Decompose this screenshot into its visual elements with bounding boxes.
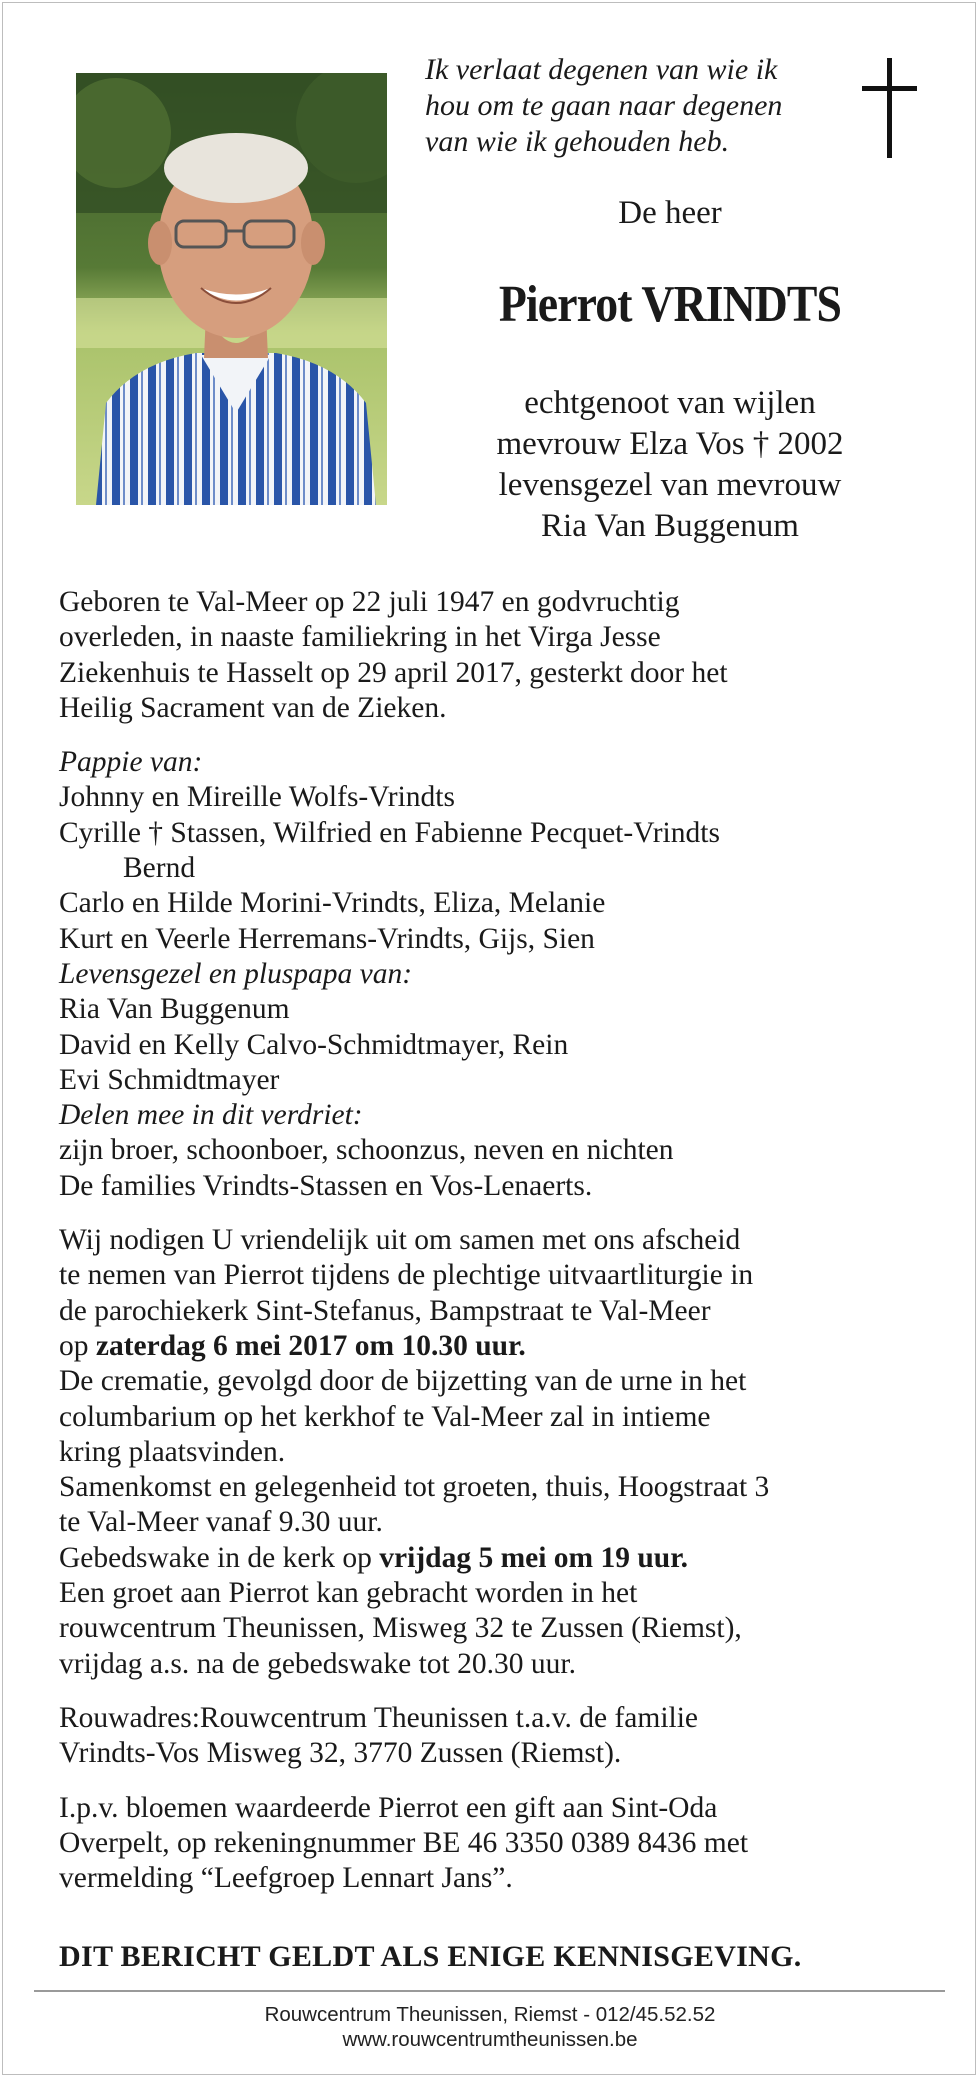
text-line: Rouwadres:Rouwcentrum Theunissen t.a.v. de familie	[59, 1701, 699, 1734]
relation-line: echtgenoot van wijlen	[524, 385, 816, 421]
notice: DIT BERICHT GELDT ALS ENIGE KENNISGEVING.	[59, 1940, 802, 1973]
text-line: te nemen van Pierrot tijdens de plechtige uitvaartliturgie in	[59, 1259, 754, 1292]
text-line: Samenkomst en gelegenheid tot groeten, thuis, Hoogstraat 3	[59, 1471, 770, 1504]
text-line: Een groet aan Pierrot kan gebracht worden in het	[59, 1577, 638, 1610]
relation-line: levensgezel van mevrouw	[498, 467, 842, 503]
cross-icon	[862, 58, 922, 158]
family-line: David en Kelly Calvo-Schmidtmayer, Rein	[59, 1028, 569, 1061]
section-heading: Levensgezel en pluspapa van:	[59, 957, 413, 990]
text-line: vermelding “Leefgroep Lennart Jans”.	[59, 1862, 513, 1895]
footer-website: www.rouwcentrumtheunissen.be	[342, 2028, 638, 2051]
text-line: Wij nodigen U vriendelijk uit om samen met ons afscheid	[59, 1224, 741, 1257]
text-line: De crematie, gevolgd door de bijzetting van de urne in het	[59, 1365, 747, 1398]
quote	[425, 52, 845, 160]
deceased-name: Pierrot VRINDTS	[498, 276, 842, 333]
funeral-section	[59, 1223, 939, 1682]
text-line: te Val-Meer vanaf 9.30 uur.	[59, 1506, 383, 1539]
text-line: Ziekenhuis te Hasselt op 29 april 2017, gesterkt door het	[59, 656, 728, 689]
text-line: overleden, in naaste familiekring in het Virga Jesse	[59, 621, 661, 654]
footer-contact: Rouwcentrum Theunissen, Riemst - 012/45.52.52	[264, 2003, 716, 2026]
text-line: Heilig Sacrament van de Zieken.	[59, 691, 447, 724]
wake-line	[59, 1541, 939, 1576]
family-line: De families Vrindts-Stassen en Vos-Lenaerts.	[59, 1169, 593, 1202]
family-line: Cyrille † Stassen, Wilfried en Fabienne Pecquet-Vrindts	[59, 816, 720, 849]
funeral-date: zaterdag 6 mei 2017 om 10.30 uur.	[95, 1329, 526, 1362]
footer	[0, 2002, 980, 2052]
relations	[450, 383, 890, 547]
divider	[34, 1990, 945, 1992]
wake-prefix: Gebedswake in de kerk op	[59, 1541, 380, 1574]
donation-section	[59, 1791, 939, 1897]
family-line: Ria Van Buggenum	[59, 993, 290, 1026]
text-line: Geboren te Val-Meer op 22 juli 1947 en godvruchtig	[59, 586, 680, 618]
family-line: Carlo en Hilde Morini-Vrindts, Eliza, Melanie	[59, 887, 606, 920]
family-line: Johnny en Mireille Wolfs-Vrindts	[59, 781, 455, 814]
funeral-date-line	[59, 1329, 939, 1364]
quote-line: Ik verlaat degenen van wie ik	[425, 53, 778, 86]
text-line: I.p.v. bloemen waardeerde Pierrot een gift aan Sint-Oda	[59, 1791, 718, 1824]
family-section	[59, 745, 939, 1204]
section-heading: Delen mee in dit verdriet:	[59, 1099, 363, 1132]
text-line: vrijdag a.s. na de gebedswake tot 20.30 uur.	[59, 1647, 576, 1680]
relation-line: Ria Van Buggenum	[541, 508, 799, 544]
quote-line: van wie ik gehouden heb.	[425, 125, 730, 158]
address-section	[59, 1701, 939, 1772]
relation-line: mevrouw Elza Vos † 2002	[496, 426, 844, 462]
family-line: Bernd	[123, 852, 196, 885]
family-line: zijn broer, schoonboer, schoonzus, neven en nichten	[59, 1134, 674, 1167]
text-line: de parochiekerk Sint-Stefanus, Bampstraat te Val-Meer	[59, 1294, 711, 1327]
salutation: De heer	[618, 195, 722, 231]
announcement-body	[59, 585, 939, 1896]
date-prefix: op	[59, 1329, 96, 1362]
family-line: Kurt en Veerle Herremans-Vrindts, Gijs, Sien	[59, 922, 595, 955]
wake-date: vrijdag 5 mei om 19 uur.	[379, 1541, 688, 1574]
portrait-photo	[76, 73, 387, 505]
text-line: rouwcentrum Theunissen, Misweg 32 te Zussen (Riemst),	[59, 1612, 742, 1645]
family-line: Evi Schmidtmayer	[59, 1063, 280, 1096]
text-line: kring plaatsvinden.	[59, 1435, 286, 1468]
birth-death-paragraph	[59, 585, 939, 726]
quote-line: hou om te gaan naar degenen	[425, 89, 783, 122]
section-heading: Pappie van:	[59, 746, 203, 779]
text-line: Vrindts-Vos Misweg 32, 3770 Zussen (Riemst).	[59, 1737, 622, 1770]
text-line: Overpelt, op rekeningnummer BE 46 3350 0389 8436 met	[59, 1826, 749, 1859]
text-line: columbarium op het kerkhof te Val-Meer zal in intieme	[59, 1400, 711, 1433]
